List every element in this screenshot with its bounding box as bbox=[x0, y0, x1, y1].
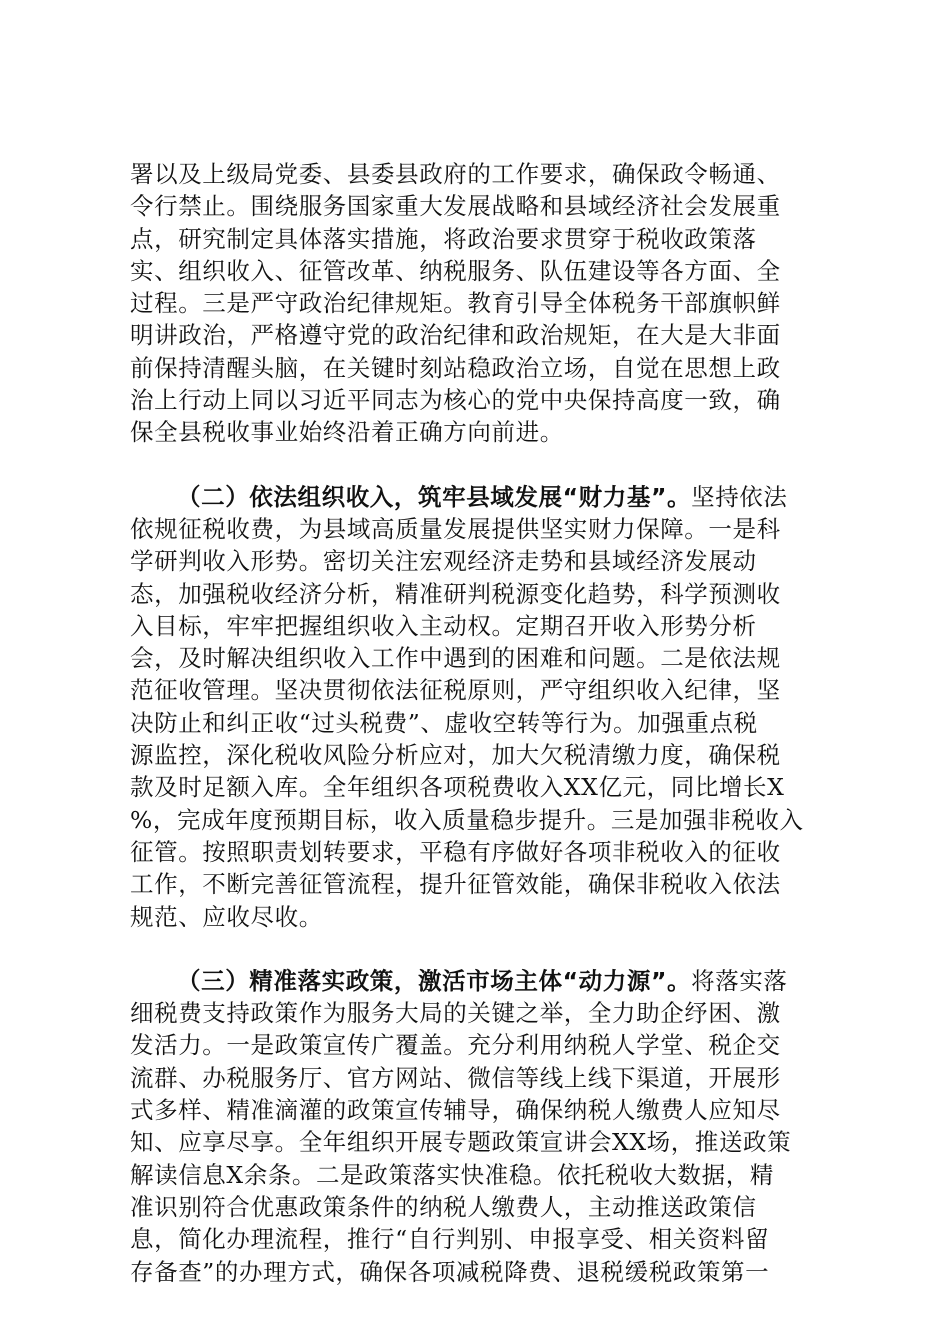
text-line: %，完成年度预期目标，收入质量稳步提升。三是加强非税收入 bbox=[130, 805, 804, 834]
text-line-tail: 坚持依法 bbox=[691, 482, 788, 511]
text-line: 实、组织收入、征管改革、纳税服务、队伍建设等各方面、全 bbox=[130, 256, 781, 285]
text-line: 范征收管理。坚决贯彻依法征税原则，严守组织收入纪律，坚 bbox=[130, 676, 781, 705]
text-line: 决防止和纠正收“过头税费”、虚收空转等行为。加强重点税 bbox=[130, 708, 758, 737]
text-line: 态，加强税收经济分析，精准研判税源变化趋势，科学预测收 bbox=[130, 579, 781, 608]
text-line: 式多样、精准滴灌的政策宣传辅导，确保纳税人缴费人应知尽 bbox=[130, 1096, 781, 1125]
text-line: 过程。三是严守政治纪律规矩。教育引导全体税务干部旗帜鲜 bbox=[130, 289, 781, 318]
text-line-tail: 将落实落 bbox=[691, 966, 788, 995]
text-line: 明讲政治，严格遵守党的政治纪律和政治规矩，在大是大非面 bbox=[130, 321, 781, 350]
text-line bbox=[130, 481, 830, 513]
text-line: 款及时足额入库。全年组织各项税费收入XX亿元，同比增长X bbox=[130, 773, 785, 802]
text-line: 前保持清醒头脑，在关键时刻站稳政治立场，自觉在思想上政 bbox=[130, 353, 781, 382]
paragraph-political-discipline bbox=[130, 158, 830, 449]
text-line: 令行禁止。围绕服务国家重大发展战略和县域经济社会发展重 bbox=[130, 192, 781, 221]
text-line: 征管。按照职责划转要求，平稳有序做好各项非税收入的征收 bbox=[130, 837, 781, 866]
text-line: 工作，不断完善征管流程，提升征管效能，确保非税收入依法 bbox=[130, 870, 781, 899]
paragraph-revenue-collection bbox=[130, 481, 830, 933]
text-line: 细税费支持政策作为服务大局的关键之举，全力助企纾困、激 bbox=[130, 999, 781, 1028]
text-line bbox=[130, 965, 830, 997]
text-line: 入目标，牢牢把握组织收入主动权。定期召开收入形势分析 bbox=[130, 611, 757, 640]
text-line: 会，及时解决组织收入工作中遇到的困难和问题。二是依法规 bbox=[130, 644, 781, 673]
text-line: 点，研究制定具体落实措施，将政治要求贯穿于税收政策落 bbox=[130, 224, 757, 253]
text-line: 规范、应收尽收。 bbox=[130, 902, 323, 931]
paragraph-policy-implementation bbox=[130, 965, 830, 1288]
text-line: 学研判收入形势。密切关注宏观经济走势和县域经济发展动 bbox=[130, 547, 757, 576]
text-line: 治上行动上同以习近平同志为核心的党中央保持高度一致，确 bbox=[130, 386, 781, 415]
text-line: 准识别符合优惠政策条件的纳税人缴费人，主动推送政策信 bbox=[130, 1192, 757, 1221]
section-heading: （三）精准落实政策，激活市场主体“动力源”。 bbox=[177, 966, 692, 995]
text-line: 解读信息X余条。二是政策落实快准稳。依托税收大数据，精 bbox=[130, 1160, 774, 1189]
section-heading: （二）依法组织收入，筑牢县域发展“财力基”。 bbox=[177, 482, 692, 511]
text-line: 息，简化办理流程，推行“自行判别、申报享受、相关资料留 bbox=[130, 1225, 770, 1254]
text-line: 源监控，深化税收风险分析应对，加大欠税清缴力度，确保税 bbox=[130, 741, 781, 770]
text-line: 发活力。一是政策宣传广覆盖。充分利用纳税人学堂、税企交 bbox=[130, 1031, 781, 1060]
text-line: 保全县税收事业始终沿着正确方向前进。 bbox=[130, 418, 564, 447]
text-line: 依规征税收费，为县域高质量发展提供坚实财力保障。一是科 bbox=[130, 514, 781, 543]
text-line: 署以及上级局党委、县委县政府的工作要求，确保政令畅通、 bbox=[130, 160, 781, 188]
text-line: 存备查”的办理方式，确保各项减税降费、退税缓税政策第一 bbox=[130, 1257, 770, 1286]
document-body bbox=[130, 158, 830, 1288]
text-line: 流群、办税服务厅、官方网站、微信等线上线下渠道，开展形 bbox=[130, 1063, 781, 1092]
text-line: 知、应享尽享。全年组织开展专题政策宣讲会XX场，推送政策 bbox=[130, 1128, 792, 1157]
